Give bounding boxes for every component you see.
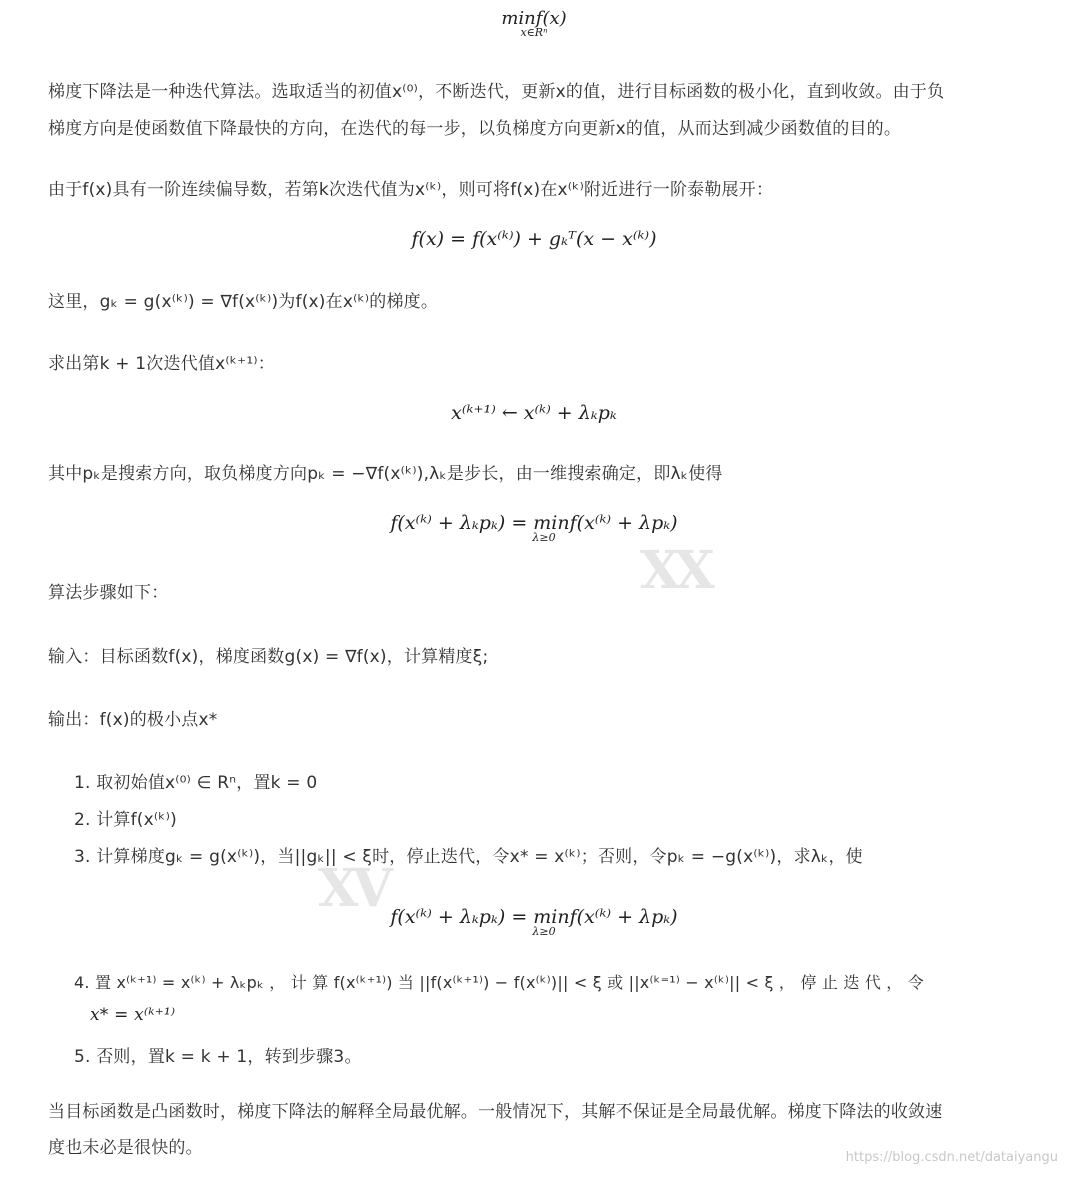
paragraph-search-direction: 其中pₖ是搜索方向，取负梯度方向pₖ = −∇f(x⁽ᵏ⁾),λₖ是步长，由一维搜索确定，即λₖ使得 <box>48 464 723 484</box>
source-url-watermark: https://blog.csdn.net/dataiyangu <box>845 1150 1058 1165</box>
faint-watermark-2: XV <box>318 858 387 919</box>
step-3-equation-subscript: λ≥0 <box>532 925 556 938</box>
paragraph-conclusion-line-2: 度也未必是很快的。 <box>48 1138 203 1158</box>
paragraph-conclusion-line-1: 当目标函数是凸函数时，梯度下降法的解释全局最优解。一般情况下，其解不保证是全局最优解。梯度下降法的收敛速 <box>48 1102 943 1122</box>
paragraph-input: 输入：目标函数f(x)，梯度函数g(x) = ∇f(x)，计算精度ξ; <box>48 647 489 667</box>
paragraph-taylor: 由于f(x)具有一阶连续偏导数，若第k次迭代值为x⁽ᵏ⁾，则可将f(x)在x⁽ᵏ⁾附近进行一阶泰勒展开： <box>48 180 774 200</box>
paragraph-steps-heading: 算法步骤如下： <box>48 583 169 603</box>
objective-equation: minf(x) x∈Rⁿ <box>0 8 1068 38</box>
step-3-equation: f(x⁽ᵏ⁾ + λₖpₖ) = minf(x⁽ᵏ⁾ + λpₖ) λ≥0 <box>0 906 1068 937</box>
step-4-line-1: 4. 置 x⁽ᵏ⁺¹⁾ = x⁽ᵏ⁾ + λₖpₖ ， 计 算 f(x⁽ᵏ⁺¹⁾) 当 ||f(x⁽ᵏ⁺¹⁾) − f(x⁽ᵏ⁾)|| < ξ 或 ||x⁽ᵏ⁼¹⁾ − x⁽ᵏ⁾|| < ξ ， 停 止 迭 代 ， 令 <box>74 973 924 992</box>
line-search-subscript: λ≥0 <box>532 531 556 544</box>
step-2: 2. 计算f(x⁽ᵏ⁾) <box>74 810 177 830</box>
update-equation: x⁽ᵏ⁺¹⁾ ← x⁽ᵏ⁾ + λₖpₖ <box>451 402 617 424</box>
objective-subscript: x∈Rⁿ <box>520 26 548 39</box>
step-4-line-2: x* = x⁽ᵏ⁺¹⁾ <box>90 1005 176 1025</box>
line-search-equation: f(x⁽ᵏ⁾ + λₖpₖ) = minf(x⁽ᵏ⁾ + λpₖ) λ≥0 <box>0 512 1068 543</box>
taylor-equation: f(x) = f(x⁽ᵏ⁾) + gₖᵀ(x − x⁽ᵏ⁾) <box>411 228 657 250</box>
step-3: 3. 计算梯度gₖ = g(x⁽ᵏ⁾)，当||gₖ|| < ξ时，停止迭代，令x* = x⁽ᵏ⁾；否则，令pₖ = −g(x⁽ᵏ⁾)，求λₖ，使 <box>74 847 863 867</box>
paragraph-intro-line-1: 梯度下降法是一种迭代算法。选取适当的初值x⁽⁰⁾，不断迭代，更新x的值，进行目标函数的极小化，直到收敛。由于负 <box>48 82 945 102</box>
step-5: 5. 否则，置k = k + 1，转到步骤3。 <box>74 1047 362 1067</box>
paragraph-output: 输出：f(x)的极小点x* <box>48 710 218 730</box>
paragraph-gradient-def: 这里，gₖ = g(x⁽ᵏ⁾) = ∇f(x⁽ᵏ⁾)为f(x)在x⁽ᵏ⁾的梯度。 <box>48 292 439 312</box>
paragraph-next-iter: 求出第k + 1次迭代值x⁽ᵏ⁺¹⁾： <box>48 354 275 374</box>
step-1: 1. 取初始值x⁽⁰⁾ ∈ Rⁿ，置k = 0 <box>74 773 318 793</box>
faint-watermark-1: XX <box>640 540 709 601</box>
paragraph-intro-line-2: 梯度方向是使函数值下降最快的方向，在迭代的每一步，以负梯度方向更新x的值，从而达到减少函数值的目的。 <box>48 119 902 139</box>
